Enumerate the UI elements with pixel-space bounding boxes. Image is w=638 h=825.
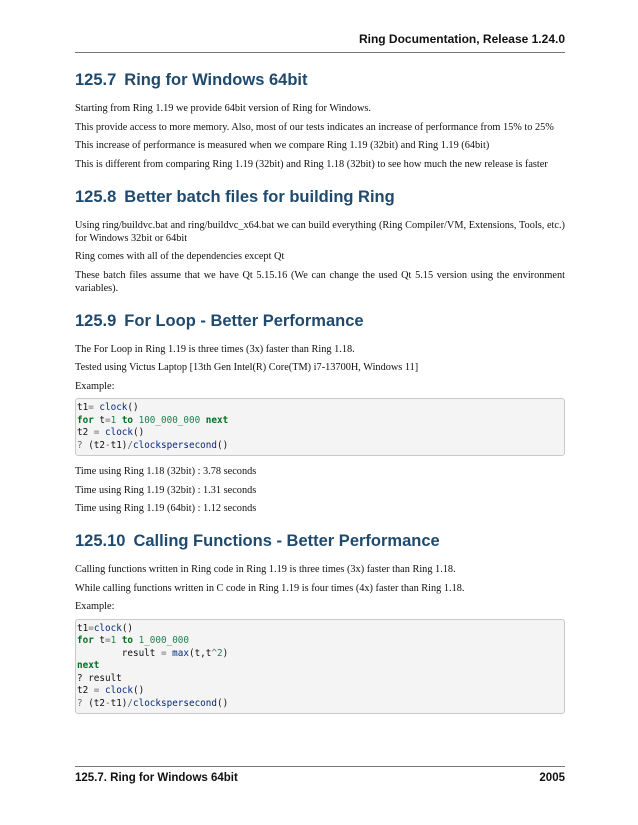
- code-line: t2 = clock(): [77, 427, 145, 438]
- section-heading: 125.7 Ring for Windows 64bit: [75, 71, 308, 89]
- paragraph: This is different from comparing Ring 1.19 (32bit) and Ring 1.18 (32bit) to see how much the new release is faster: [75, 158, 548, 170]
- section-heading: 125.8 Better batch files for building Ring: [75, 187, 395, 206]
- code-line: for t=1 to 1_000_000: [77, 635, 189, 646]
- section-for-loop: [75, 311, 565, 516]
- timing-result: Time using Ring 1.19 (64bit) : 1.12 seconds: [75, 503, 257, 514]
- section-windows-64bit: [75, 70, 565, 171]
- page-content: [75, 58, 565, 723]
- paragraph: Example:: [75, 601, 115, 612]
- code-line: ? (t2-t1)/clockspersecond(): [77, 697, 229, 709]
- code-line: next: [77, 660, 100, 671]
- code-line: for t=1 to 100_000_000 next: [77, 414, 229, 426]
- code-line: t2 = clock(): [77, 685, 145, 696]
- section-batch-files: [75, 187, 565, 295]
- code-block: [75, 398, 565, 456]
- paragraph: Using ring/buildvc.bat and ring/buildvc_x64.bat we can build everything (Ring Compiler/VM, Extensions, Tools, etc.) for Windows 32bit or 64bit: [75, 219, 565, 244]
- code-line: ? result: [77, 672, 122, 684]
- section-heading: 125.9 For Loop - Better Performance: [75, 311, 364, 330]
- page-number: 2005: [539, 772, 565, 784]
- code-block: [75, 619, 565, 715]
- document-title: Ring Documentation, Release 1.24.0: [358, 32, 565, 46]
- timing-result: Time using Ring 1.19 (32bit) : 1.31 seconds: [75, 484, 257, 496]
- paragraph: Ring comes with all of the dependencies except Qt: [75, 251, 285, 262]
- paragraph: Tested using Victus Laptop [13th Gen Intel(R) Core(TM) i7-13700H, Windows 11]: [75, 362, 419, 373]
- paragraph: These batch files assume that we have Qt 5.15.16 (We can change the used Qt 5.15 version using the environment variables).: [75, 269, 565, 294]
- paragraph: Example:: [75, 380, 115, 392]
- timing-result: Time using Ring 1.18 (32bit) : 3.78 seconds: [75, 466, 257, 477]
- paragraph: This provide access to more memory. Also, most of our tests indicates an increase of performance from 15% to 25%: [75, 121, 554, 133]
- section-calling-functions: [75, 531, 565, 714]
- code-line: t1=clock(): [77, 622, 134, 634]
- section-heading: 125.10 Calling Functions - Better Performance: [75, 532, 440, 550]
- code-line: result = max(t,t^2): [77, 647, 229, 659]
- page-footer: [75, 766, 565, 784]
- paragraph: Calling functions written in Ring code in Ring 1.19 is three times (3x) faster than Ring 1.18.: [75, 564, 456, 575]
- paragraph: The For Loop in Ring 1.19 is three times (3x) faster than Ring 1.18.: [75, 343, 355, 355]
- footer-section-title: 125.7. Ring for Windows 64bit: [75, 772, 238, 784]
- paragraph: While calling functions written in C code in Ring 1.19 is four times (4x) faster than Ring 1.18.: [75, 582, 465, 594]
- paragraph: This increase of performance is measured when we compare Ring 1.19 (32bit) and Ring 1.19 (64bit): [75, 140, 490, 151]
- code-line: ? (t2-t1)/clockspersecond(): [77, 439, 229, 451]
- paragraph: Starting from Ring 1.19 we provide 64bit version of Ring for Windows.: [75, 103, 371, 114]
- page-header: [75, 32, 565, 53]
- code-line: t1= clock(): [77, 402, 139, 413]
